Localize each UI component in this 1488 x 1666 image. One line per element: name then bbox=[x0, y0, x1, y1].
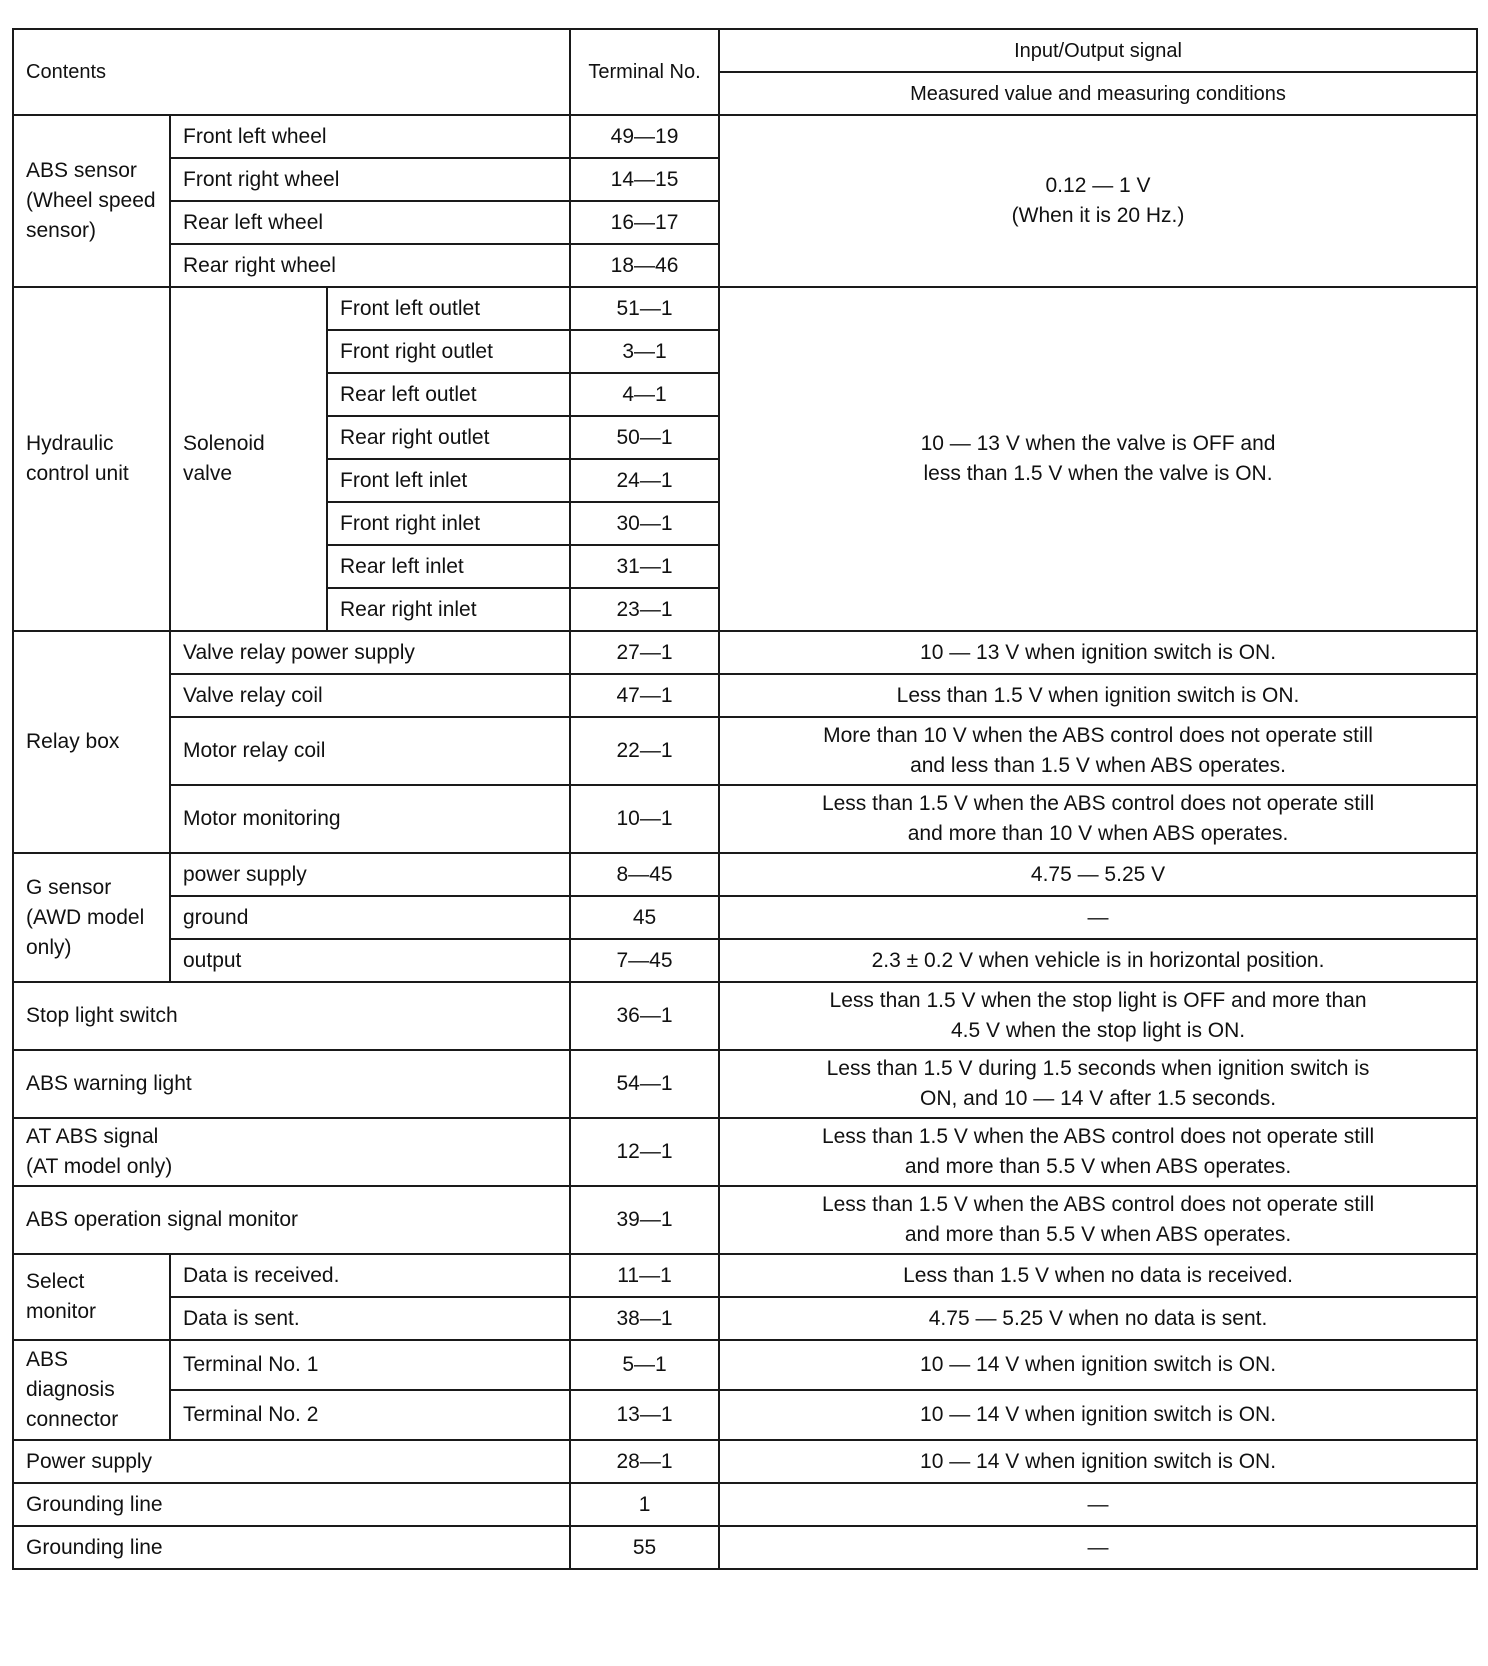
row-terminal: 55 bbox=[570, 1526, 719, 1569]
group-g-sensor: G sensor (AWD model only) bbox=[13, 853, 170, 982]
row-value: Less than 1.5 V when ignition switch is ON. bbox=[719, 674, 1477, 717]
header-terminal-no: Terminal No. bbox=[570, 29, 719, 115]
group-select-monitor: Select monitor bbox=[13, 1254, 170, 1340]
row-terminal: 5—1 bbox=[570, 1340, 719, 1390]
row-item: Rear left inlet bbox=[327, 545, 570, 588]
row-value: More than 10 V when the ABS control does not operate still and less than 1.5 V when ABS operates. bbox=[719, 717, 1477, 785]
row-terminal: 22—1 bbox=[570, 717, 719, 785]
header-contents: Contents bbox=[13, 29, 570, 115]
row-value: 2.3 ± 0.2 V when vehicle is in horizontal position. bbox=[719, 939, 1477, 982]
row-terminal: 16—17 bbox=[570, 201, 719, 244]
row-terminal: 38—1 bbox=[570, 1297, 719, 1340]
row-terminal: 54—1 bbox=[570, 1050, 719, 1118]
row-item: Grounding line bbox=[13, 1526, 570, 1569]
row-item: AT ABS signal (AT model only) bbox=[13, 1118, 570, 1186]
row-terminal: 14—15 bbox=[570, 158, 719, 201]
row-terminal: 36—1 bbox=[570, 982, 719, 1050]
row-terminal: 18—46 bbox=[570, 244, 719, 287]
header-measured: Measured value and measuring conditions bbox=[719, 72, 1477, 115]
row-item: Data is received. bbox=[170, 1254, 570, 1297]
row-item: output bbox=[170, 939, 570, 982]
row-item: Front left wheel bbox=[170, 115, 570, 158]
row-item: Front right inlet bbox=[327, 502, 570, 545]
row-item: Grounding line bbox=[13, 1483, 570, 1526]
abs-sensor-value: 0.12 — 1 V (When it is 20 Hz.) bbox=[719, 115, 1477, 287]
row-terminal: 12—1 bbox=[570, 1118, 719, 1186]
abs-terminal-spec-table bbox=[12, 28, 1478, 1570]
row-item: Valve relay power supply bbox=[170, 631, 570, 674]
row-item: Rear right inlet bbox=[327, 588, 570, 631]
group-abs-sensor: ABS sensor (Wheel speed sensor) bbox=[13, 115, 170, 287]
row-value: 4.75 — 5.25 V bbox=[719, 853, 1477, 896]
row-value: 10 — 14 V when ignition switch is ON. bbox=[719, 1440, 1477, 1483]
row-item: Motor relay coil bbox=[170, 717, 570, 785]
row-terminal: 30—1 bbox=[570, 502, 719, 545]
row-value: 10 — 14 V when ignition switch is ON. bbox=[719, 1340, 1477, 1390]
row-item: Terminal No. 2 bbox=[170, 1390, 570, 1440]
row-terminal: 51—1 bbox=[570, 287, 719, 330]
row-terminal: 8—45 bbox=[570, 853, 719, 896]
row-value: Less than 1.5 V during 1.5 seconds when ignition switch is ON, and 10 — 14 V after 1.5 seconds. bbox=[719, 1050, 1477, 1118]
row-item: power supply bbox=[170, 853, 570, 896]
row-value: — bbox=[719, 1483, 1477, 1526]
row-value: Less than 1.5 V when the ABS control does not operate still and more than 10 V when ABS operates. bbox=[719, 785, 1477, 853]
row-terminal: 39—1 bbox=[570, 1186, 719, 1254]
row-value: 10 — 14 V when ignition switch is ON. bbox=[719, 1390, 1477, 1440]
row-value: Less than 1.5 V when the stop light is OFF and more than 4.5 V when the stop light is ON. bbox=[719, 982, 1477, 1050]
row-item: Stop light switch bbox=[13, 982, 570, 1050]
row-item: Front right wheel bbox=[170, 158, 570, 201]
row-terminal: 3—1 bbox=[570, 330, 719, 373]
row-terminal: 10—1 bbox=[570, 785, 719, 853]
row-terminal: 23—1 bbox=[570, 588, 719, 631]
row-value: 10 — 13 V when ignition switch is ON. bbox=[719, 631, 1477, 674]
row-item: Terminal No. 1 bbox=[170, 1340, 570, 1390]
row-item: Rear left wheel bbox=[170, 201, 570, 244]
group-diag-connector: ABS diagnosis connector bbox=[13, 1340, 170, 1440]
row-terminal: 13—1 bbox=[570, 1390, 719, 1440]
row-item: ABS operation signal monitor bbox=[13, 1186, 570, 1254]
row-value: — bbox=[719, 896, 1477, 939]
row-value: 4.75 — 5.25 V when no data is sent. bbox=[719, 1297, 1477, 1340]
header-io-signal: Input/Output signal bbox=[719, 29, 1477, 72]
row-item: Valve relay coil bbox=[170, 674, 570, 717]
row-item: Rear left outlet bbox=[327, 373, 570, 416]
row-terminal: 31—1 bbox=[570, 545, 719, 588]
row-terminal: 7—45 bbox=[570, 939, 719, 982]
row-terminal: 27—1 bbox=[570, 631, 719, 674]
row-value: Less than 1.5 V when no data is received. bbox=[719, 1254, 1477, 1297]
row-terminal: 45 bbox=[570, 896, 719, 939]
group-hydraulic: Hydraulic control unit bbox=[13, 287, 170, 631]
hydraulic-value: 10 — 13 V when the valve is OFF and less than 1.5 V when the valve is ON. bbox=[719, 287, 1477, 631]
row-item: Rear right outlet bbox=[327, 416, 570, 459]
row-terminal: 4—1 bbox=[570, 373, 719, 416]
group-relay-box: Relay box bbox=[13, 631, 170, 853]
row-terminal: 1 bbox=[570, 1483, 719, 1526]
row-terminal: 50—1 bbox=[570, 416, 719, 459]
row-item: ground bbox=[170, 896, 570, 939]
row-terminal: 24—1 bbox=[570, 459, 719, 502]
row-item: Front left inlet bbox=[327, 459, 570, 502]
row-value: Less than 1.5 V when the ABS control does not operate still and more than 5.5 V when ABS operates. bbox=[719, 1118, 1477, 1186]
row-item: Power supply bbox=[13, 1440, 570, 1483]
row-item: Data is sent. bbox=[170, 1297, 570, 1340]
row-item: Motor monitoring bbox=[170, 785, 570, 853]
row-value: — bbox=[719, 1526, 1477, 1569]
row-item: ABS warning light bbox=[13, 1050, 570, 1118]
row-terminal: 11—1 bbox=[570, 1254, 719, 1297]
row-item: Rear right wheel bbox=[170, 244, 570, 287]
sub-solenoid-valve: Solenoid valve bbox=[170, 287, 327, 631]
row-item: Front right outlet bbox=[327, 330, 570, 373]
row-terminal: 28—1 bbox=[570, 1440, 719, 1483]
row-item: Front left outlet bbox=[327, 287, 570, 330]
row-terminal: 47—1 bbox=[570, 674, 719, 717]
row-value: Less than 1.5 V when the ABS control does not operate still and more than 5.5 V when ABS operates. bbox=[719, 1186, 1477, 1254]
row-terminal: 49—19 bbox=[570, 115, 719, 158]
